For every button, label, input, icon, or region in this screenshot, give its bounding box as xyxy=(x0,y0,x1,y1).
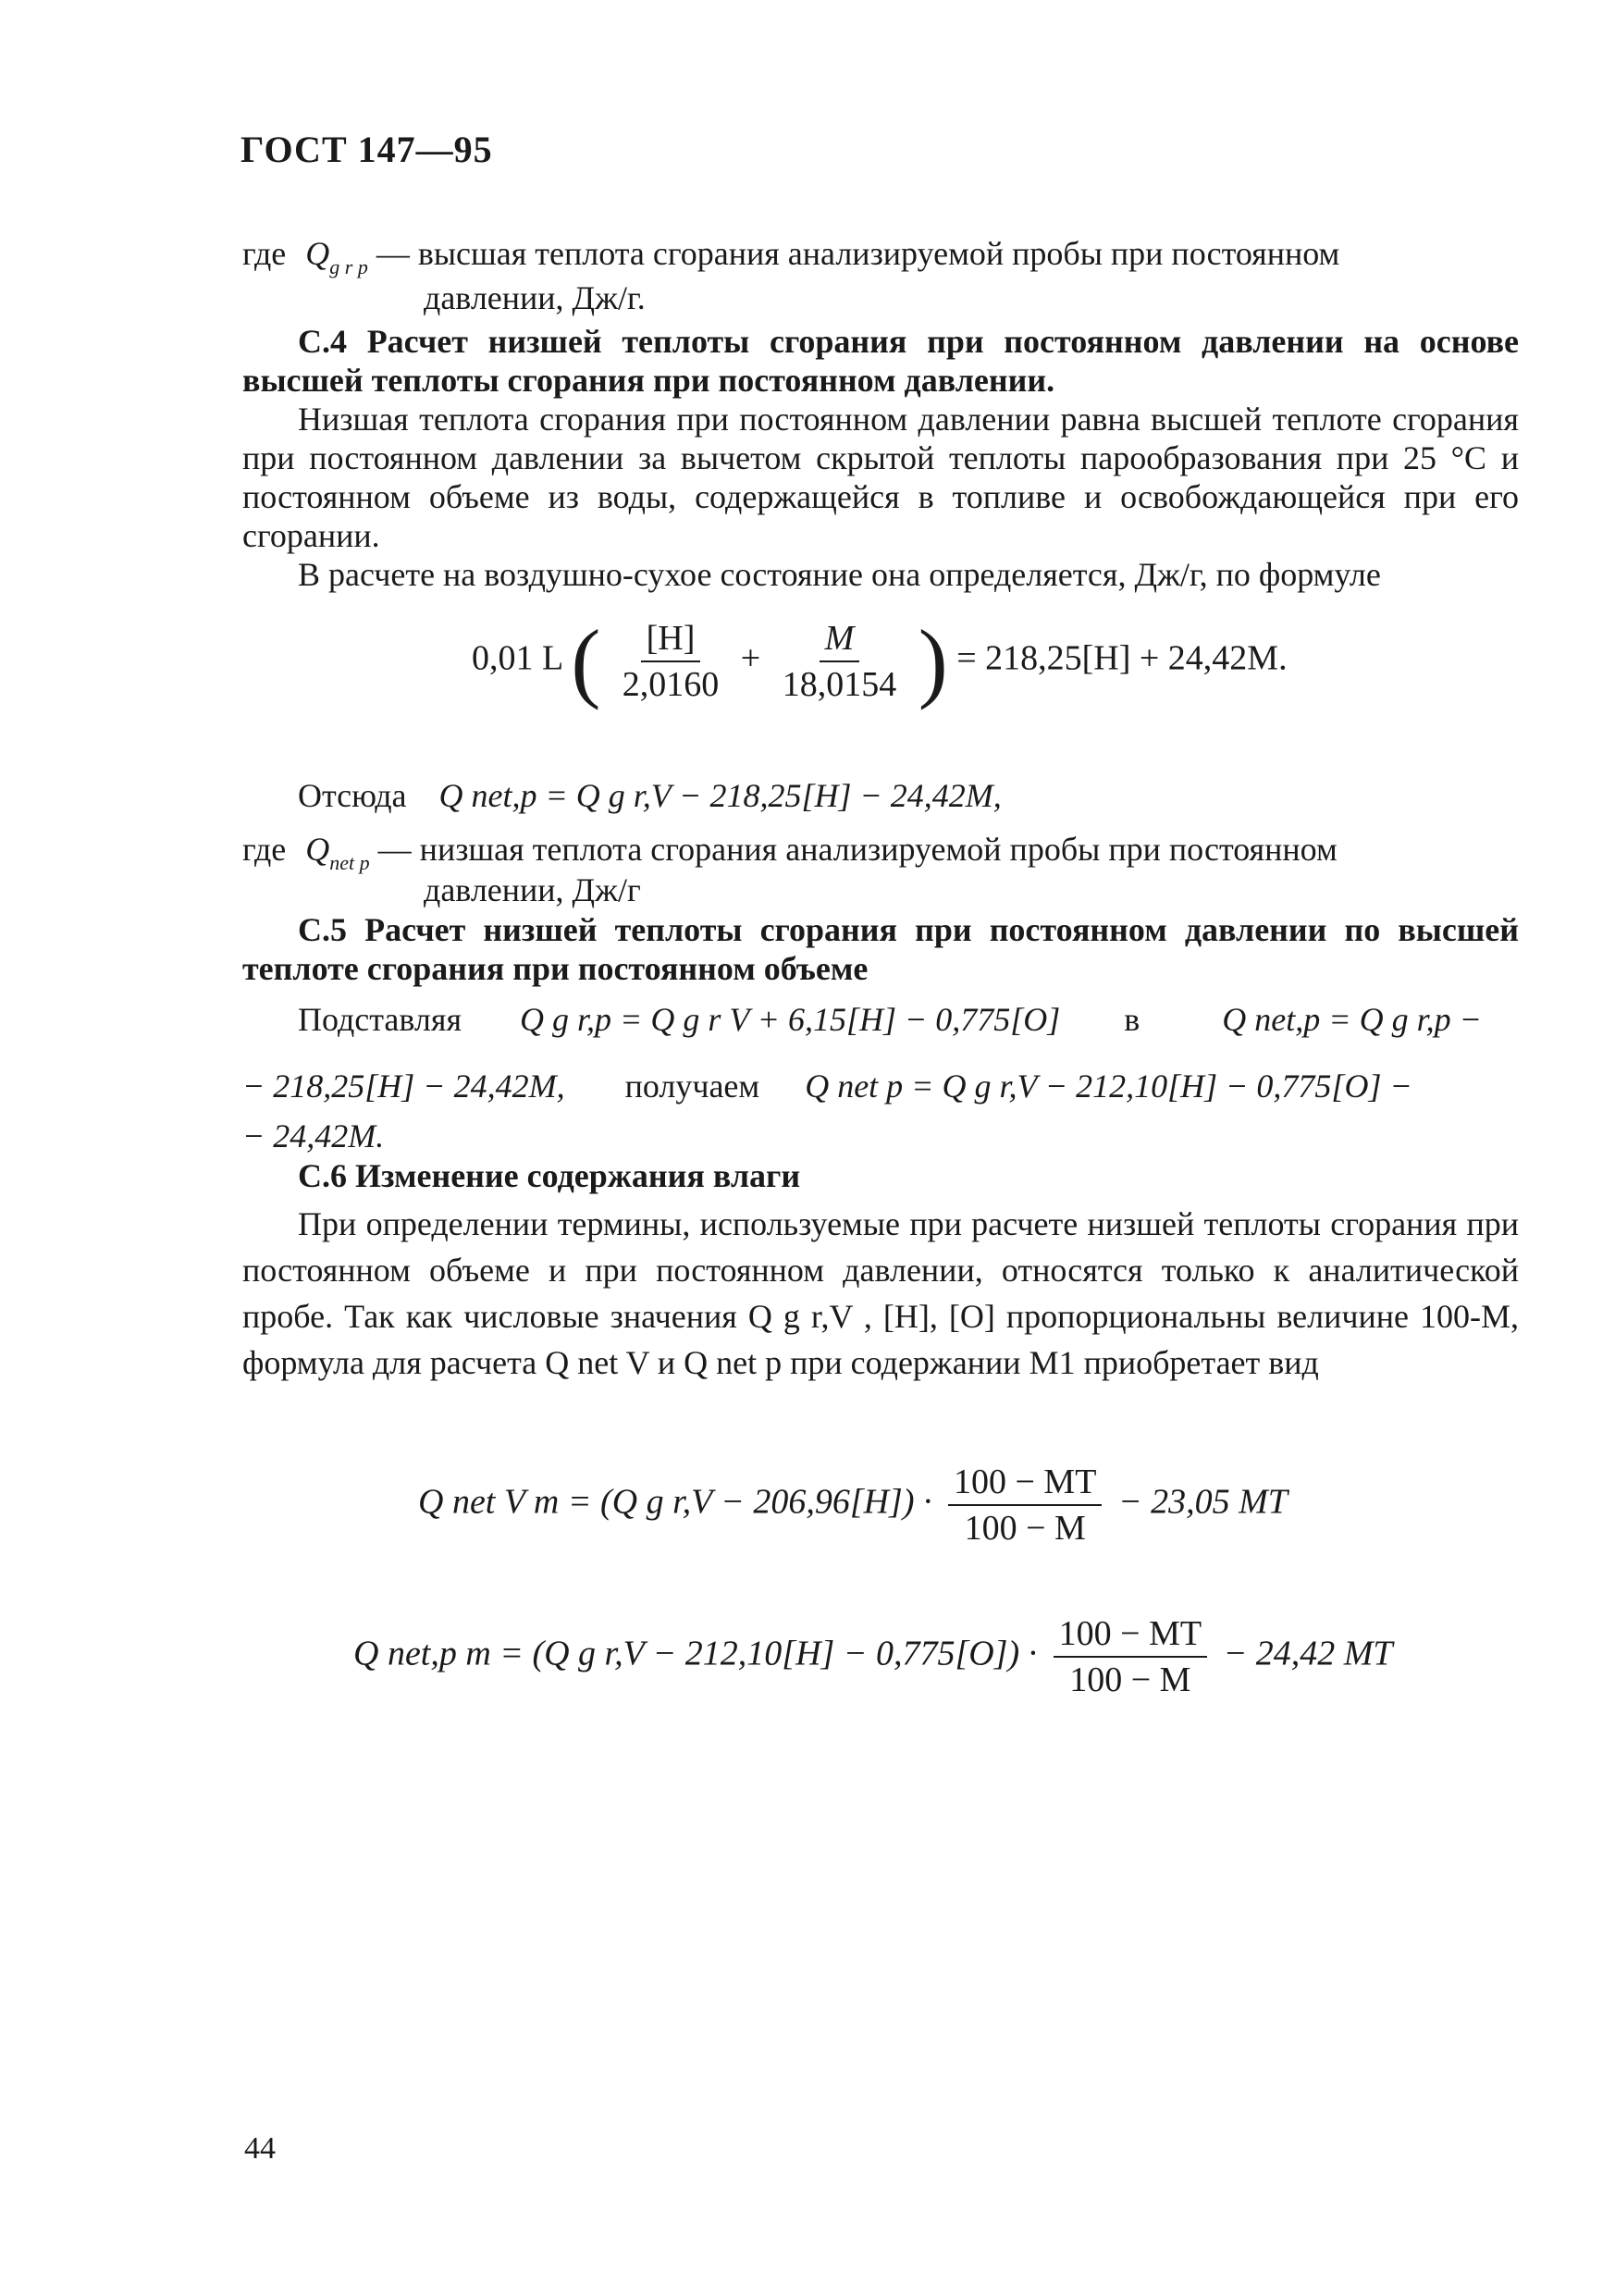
section-c6-title: С.6 Изменение содержания влаги xyxy=(298,1157,801,1194)
definition-qgrp-cont: давлении, Дж/г. xyxy=(424,279,646,316)
section-c4-paragraph-2: В расчете на воздушно-сухое состояние она определяется, Дж/г, по формуле xyxy=(298,556,1381,593)
formula-qnet-p: Отсюда Q net,p = Q g r,V − 218,25[H] − 24,42M, xyxy=(298,777,1002,814)
definition-text: — высшая теплота сгорания анализируемой пробы при постоянном xyxy=(367,235,1340,272)
section-c4-title: С.4 Расчет низшей теплоты сгорания при постоянном давлении на основе высшей теплоты сгорания при постоянном давлении. xyxy=(242,323,1519,399)
section-c5-title: С.5 Расчет низшей теплоты сгорания при постоянном давлении по высшей теплоте сгорания при постоянном объеме xyxy=(242,911,1519,987)
where-word: где xyxy=(242,235,287,272)
formula-qnet-p-m: Q net,p m = (Q g r,V − 212,10[H] − 0,775[O]) · $\frac{100 - MT}{100 - M}$ − 24,42 MT xyxy=(353,1614,1393,1699)
definition-qnetp-cont: давлении, Дж/г xyxy=(424,871,641,908)
section-c6-paragraph: При определении термины, используемые при расчете низшей теплоты сгорания при постоянном объеме и при постоянном давлении, относятся только к аналитической пробе. Так как числовые значения Q g r,V , [H], [O] пропорциональны величине 100-М, формула для расчета Q net V и Q net p при содержании M1 приобретает вид xyxy=(242,1205,1519,1381)
section-c5-line-2: − 218,25[H] − 24,42M, получаем Q net p = Q g r,V − 212,10[H] − 0,775[O] − xyxy=(242,1068,1412,1105)
formula-qnet-v-m: Q net V m = (Q g r,V − 206,96[H]) · $\frac{100 - MT}{100 - M}$ − 23,05 MT xyxy=(418,1463,1288,1548)
formula-latent-heat: 0,01 L ( $\frac{[H]}{2,0160}$ + $\frac{M}{18,0154}$ ) = 218,25[H] + 24,42M. xyxy=(472,611,1288,710)
definition-qgrp xyxy=(242,233,1339,288)
section-c4-paragraph-1: Низшая теплота сгорания при постоянном давлении равна высшей теплоте сгорания при постоянном давлении за вычетом скрытой теплоты парообразования при 25 °С и постоянном объеме из воды, содержащейся в топливе и освобождающейся при его сгорании. xyxy=(242,401,1519,554)
symbol-q: Q xyxy=(305,235,330,272)
section-c5-line-3: − 24,42M. xyxy=(242,1117,385,1154)
document-header: ГОСТ 147—95 xyxy=(240,129,493,170)
definition-qnetp: где $Q_{net p}$ — низшая теплота сгорания анализируемой пробы при постоянном xyxy=(242,831,1338,874)
section-c5-line-1: Подставляя Q g r,p = Q g r V + 6,15[H] − 0,775[O] в Q net,p = Q g r,p − xyxy=(298,1001,1482,1038)
symbol-subscript: g r p xyxy=(329,255,368,278)
page-number: 44 xyxy=(244,2131,276,2166)
